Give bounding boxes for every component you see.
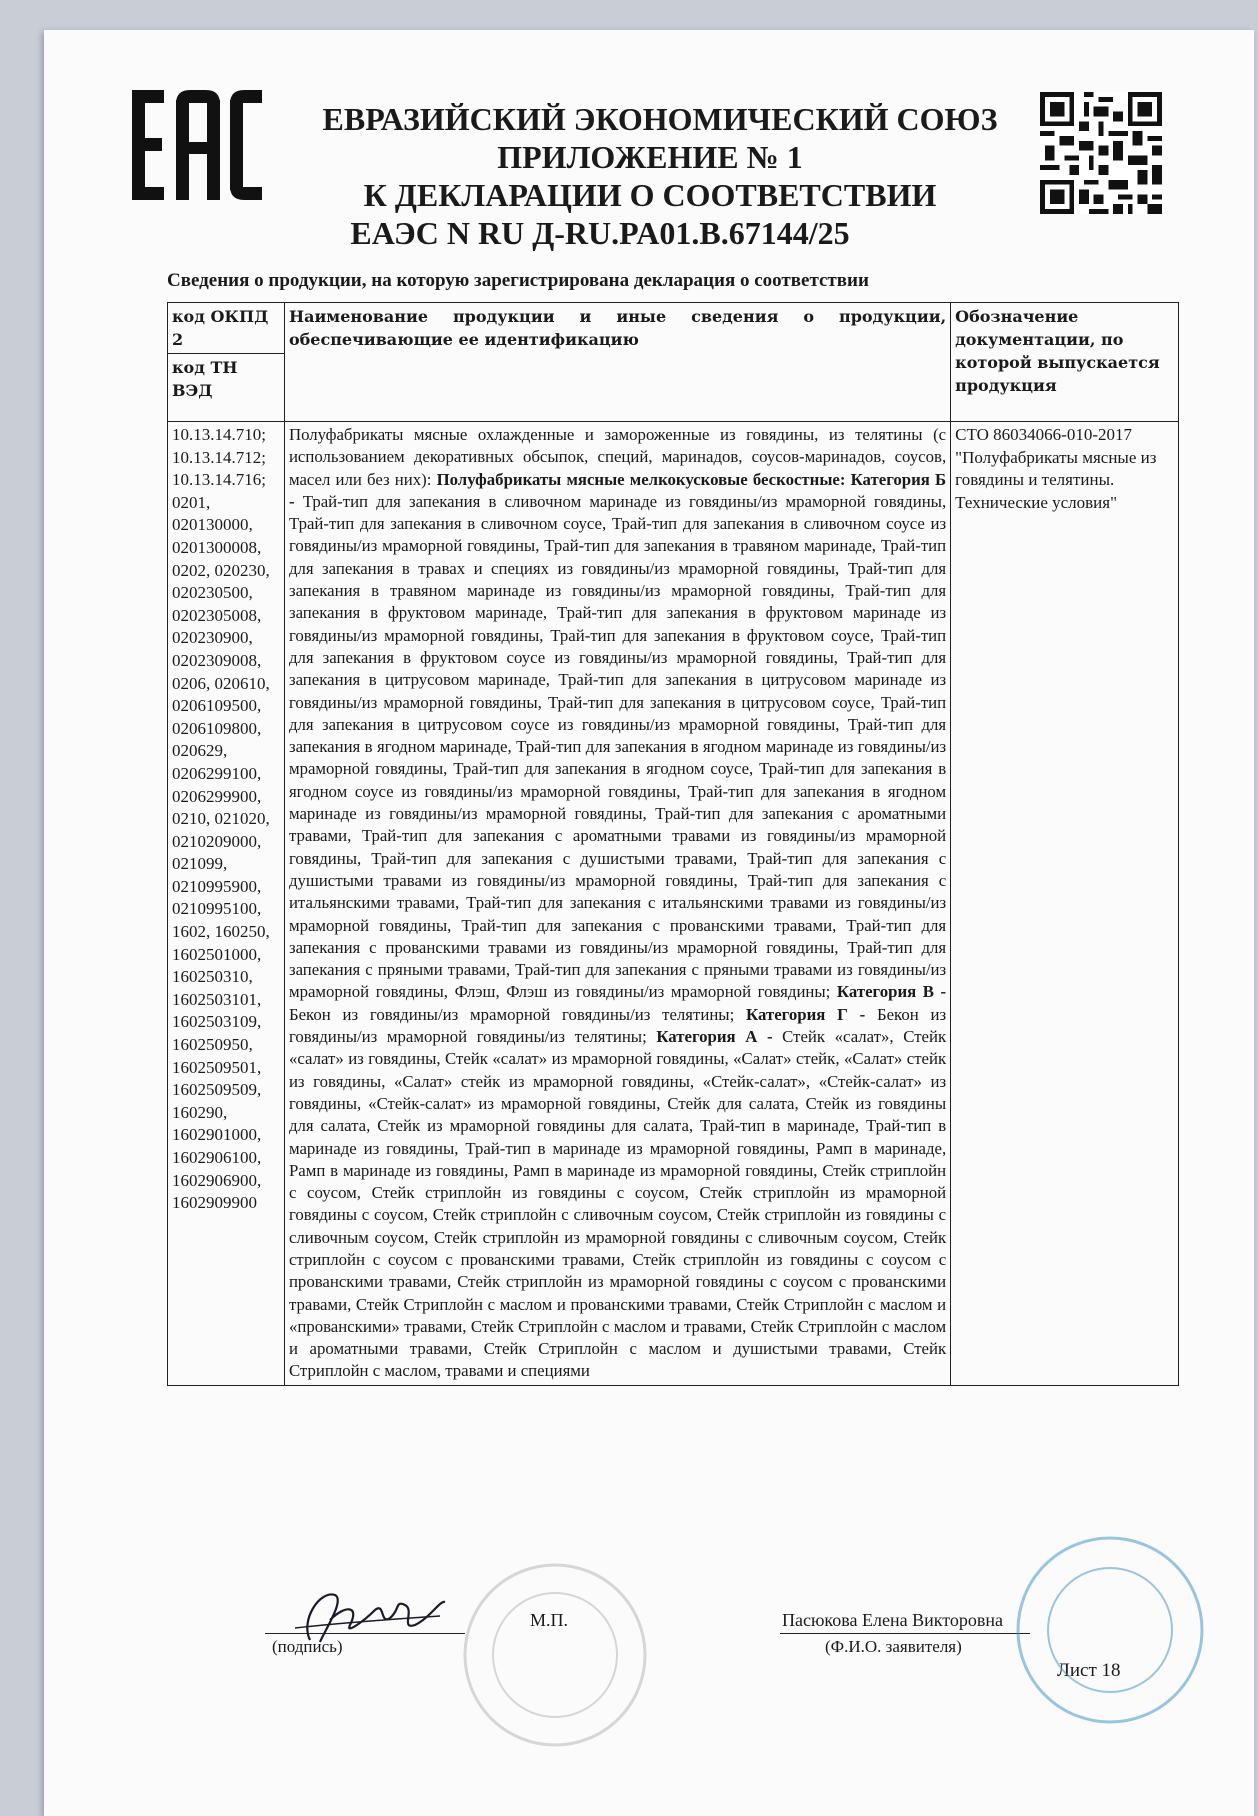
mp-label: М.П. (530, 1610, 569, 1630)
name-line (780, 1633, 1030, 1634)
desc-part-a: Стейк «салат», Стейк «салат» из говядины, Стейк «салат» из мраморной говядины, «Салат» стейк, «Салат» стейк из говядины, «Салат» стейк из мраморной говядины, «Стейк-салат», «Стейк-салат» из говядины, «Стейк-салат» из мраморной говядины, Стейк для салата, Стейк из говядины для салата, Стейк из мраморной говядины для салата, Трай-тип в маринаде, Трай-тип в маринаде из говядины, Трай-тип в маринаде из мраморной говядины, Рамп в маринаде, Рамп в маринаде из говядины, Рамп в маринаде из мраморной говядины, Стейк стриплойн с соусом, Стейк стриплойн из говядины с соусом, Стейк стриплойн из мраморной говядины с соусом, Стейк стриплойн с сливочным соусом, Стейк стриплойн из говядины с сливочным соусом, Стейк стриплойн из мраморной говядины с сливочным соусом, Стейк стриплойн с соусом с прованскими травами, Стейк стриплойн из говядины с соусом с прованскими травами, Стейк стриплойн из мраморной говядины с соусом с прованскими травами, Стейк Стриплойн с маслом и прованскими травами, Стейк Стриплойн с маслом и «прованскими» травами, Стейк Стриплойн с маслом и травами, Стейк Стриплойн с маслом и ароматными травами, Стейк Стриплойн с маслом и душистыми травами, Стейк Стриплойн с маслом, травами и специями (288, 1027, 947, 1381)
desc-category-v: Категория В - (836, 982, 947, 1002)
col-okpd-header: код ОКПД 2 (168, 303, 285, 354)
eac-logo (130, 90, 262, 200)
qr-code-icon (1040, 92, 1162, 214)
desc-category-b: Полуфабрикаты мясные мелкокусковые бескостные: Категория Б - (288, 469, 947, 511)
desc-part-g: Бекон из говядины/из мраморной говядины/из телятины; (288, 1004, 947, 1047)
desc-category-g: Категория Г - (746, 1004, 866, 1024)
signature-caption: (подпись) (272, 1637, 343, 1656)
header-appendix: ПРИЛОЖЕНИЕ № 1 (497, 139, 803, 175)
col-tnved-header: код ТН ВЭД (168, 354, 285, 422)
table-subtitle: Сведения о продукции, на которую зарегистрирована декларация о соответствии (167, 270, 869, 291)
doc-cell: СТО 86034066-010-2017 "Полуфабрикаты мясные из говядины и телятины. Технические условия" (951, 422, 1179, 1386)
sheet-number: Лист 18 (1057, 1660, 1121, 1681)
col-name-header: Наименование продукции и иные сведения о продукции, обеспечивающие ее идентификацию (284, 303, 950, 422)
product-table (167, 302, 1179, 1386)
desc-part-v: Бекон из говядины/из мраморной говядины/из телятины; (288, 1004, 735, 1024)
desc-category-a: Категория А - (656, 1027, 773, 1047)
desc-part-b: Трай-тип для запекания в сливочном маринаде из говядины/из мраморной говядины, Трай-тип для запекания в сливочном соусе, Трай-тип для запекания в сливочном соусе из говядины/из мраморной говядины, Трай-тип для запекания в травяном маринаде, Трай-тип для запекания в травах и специях из говядины/из мраморной говядины, Трай-тип для запекания в травяном маринаде из говядины/из мраморной говядины, Трай-тип для запекания в фруктовом маринаде, Трай-тип для запекания в фруктовом маринаде из говядины/из мраморной говядины, Трай-тип для запекания в фруктовом соусе, Трай-тип для запекания в фруктовом соусе из говядины/из мраморной говядины, Трай-тип для запекания в цитрусовом маринаде, Трай-тип для запекания в цитрусовом маринаде из говядины/из мраморной говядины, Трай-тип для запекания в цитрусовом соусе, Трай-тип для запекания в цитрусовом соусе из говядины/из мраморной говядины, Трай-тип для запекания в ягодном маринаде, Трай-тип для запекания в ягодном маринаде из говядины/из мраморной говядины, Трай-тип для запекания в ягодном соусе, Трай-тип для запекания в ягодном соусе из говядины/из мраморной говядины, Трай-тип для запекания в ягодном маринаде из говядины/из мраморной говядины, Трай-тип для запекания с ароматными травами, Трай-тип для запекания с ароматными травами из говядины/из мраморной говядины, Трай-тип для запекания с душистыми травами, Трай-тип для запекания с душистыми травами из говядины/из мраморной говядины, Трай-тип для запекания с итальянскими травами, Трай-тип для запекания с итальянскими травами из говядины/из мраморной говядины, Трай-тип для запекания с прованскими травами, Трай-тип для запекания с прованскими травами из говядины/из мраморной говядины, Трай-тип для запекания с пряными травами, Трай-тип для запекания с пряными травами из говядины/из мраморной говядины, Флэш, Флэш из говядины/из мраморной говядины; (288, 491, 947, 1002)
header-declaration-number: ЕАЭС N RU Д-RU.PA01.B.67144/25 (350, 215, 850, 251)
desc-intro: Полуфабрикаты мясные охлажденные и замороженные из говядины, из телятины (с использованием декоративных обсыпок, специй, маринадов, соусов-маринадов, соусов, масел или без них): (288, 425, 947, 489)
codes-cell: 10.13.14.710; 10.13.14.712; 10.13.14.716; 0201, 020130000, 0201300008, 0202, 020230, 020230500, 0202305008, 020230900, 0202309008, 0206, 020610, 0206109500, 0206109800, 020629, 0206299100, 0206299900, 0210, 021020, 0210209000, 021099, 0210995900, 0210995100, 1602, 160250, 1602501000, 160250310, 1602503101, 1602503109, 160250950, 1602509501, 1602509509, 160290, 1602901000, 1602906100, 1602906900, 1602909900 (168, 422, 285, 1386)
applicant-name: Пасюкова Елена Викторовна (782, 1610, 1003, 1630)
col-doc-header: Обозначение документации, по которой выпускается продукция (951, 303, 1179, 422)
seal-stamp-gray (460, 1560, 650, 1750)
name-caption: (Ф.И.О. заявителя) (825, 1637, 962, 1656)
seal-stamp-blue (1010, 1530, 1210, 1730)
header-union-title: ЕВРАЗИЙСКИЙ ЭКОНОМИЧЕСКИЙ СОЮЗ (322, 101, 998, 137)
header-declaration: К ДЕКЛАРАЦИИ О СООТВЕТСТВИИ (363, 177, 937, 213)
description-cell (284, 422, 950, 1386)
signature-line (265, 1633, 465, 1634)
